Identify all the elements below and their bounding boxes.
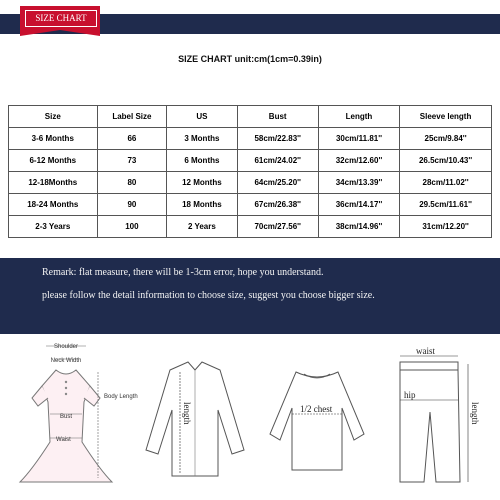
table-cell: 32cm/12.60''	[318, 150, 399, 172]
size-chart-title: SIZE CHART unit:cm(1cm=0.39in)	[178, 54, 322, 64]
table-cell: 29.5cm/11.61''	[400, 194, 492, 216]
column-header: Label Size	[97, 106, 167, 128]
column-header: Size	[9, 106, 98, 128]
pants-drawing	[384, 342, 496, 492]
pants-diagram	[384, 342, 496, 492]
dress-button	[65, 381, 67, 383]
table-row	[9, 128, 492, 150]
bust-label: Bust	[60, 414, 73, 420]
table-cell: 18 Months	[167, 194, 237, 216]
table-cell: 64cm/25.20''	[237, 172, 318, 194]
dress-drawing	[4, 342, 138, 492]
table-cell: 2 Years	[167, 216, 237, 238]
table-cell: 26.5cm/10.43''	[400, 150, 492, 172]
column-header: Bust	[237, 106, 318, 128]
table-row	[9, 194, 492, 216]
column-header: Sleeve length	[400, 106, 492, 128]
table-cell: 6-12 Months	[9, 150, 98, 172]
half-chest-label: 1/2 chest	[300, 404, 333, 414]
tag-label: SIZE CHART	[25, 10, 97, 27]
neck-width-label: Neck Width	[50, 358, 82, 364]
table-cell: 12 Months	[167, 172, 237, 194]
shirt-diagram	[140, 342, 250, 492]
table-cell: 3 Months	[167, 128, 237, 150]
table-cell: 61cm/24.02''	[237, 150, 318, 172]
table-cell: 2-3 Years	[9, 216, 98, 238]
table-cell: 6 Months	[167, 150, 237, 172]
shirt-drawing	[140, 342, 250, 492]
pants-waistband	[400, 362, 458, 370]
pants-hip-label: hip	[404, 390, 416, 400]
table-cell: 70cm/27.56''	[237, 216, 318, 238]
pants-outline	[400, 370, 460, 482]
dress-diagram	[4, 342, 138, 492]
table-cell: 90	[97, 194, 167, 216]
sweater-drawing	[262, 342, 372, 492]
table-row	[9, 150, 492, 172]
sweater-outline	[270, 372, 364, 470]
table-cell: 36cm/14.17''	[318, 194, 399, 216]
table-cell: 31cm/12.20''	[400, 216, 492, 238]
table-cell: 34cm/13.39''	[318, 172, 399, 194]
table-cell: 67cm/26.38''	[237, 194, 318, 216]
body-length-label: Body Length	[104, 394, 138, 400]
table-cell: 30cm/11.81''	[318, 128, 399, 150]
table-header-row	[9, 106, 492, 128]
pants-waist-label: waist	[416, 346, 435, 356]
table-cell: 18-24 Months	[9, 194, 98, 216]
shirt-length-label: length	[182, 402, 192, 425]
table-cell: 3-6 Months	[9, 128, 98, 150]
shoulder-label: Shoulder	[53, 344, 79, 350]
size-chart-tag	[20, 0, 100, 44]
remark-line-2: please follow the detail information to choose size, suggest you choose bigger size.	[42, 290, 375, 301]
size-table	[8, 105, 492, 238]
table-cell: 58cm/22.83''	[237, 128, 318, 150]
column-header: Length	[318, 106, 399, 128]
table-cell: 100	[97, 216, 167, 238]
table-row	[9, 172, 492, 194]
table-cell: 12-18Months	[9, 172, 98, 194]
waist-label: Waist	[56, 437, 71, 443]
pants-length-label: length	[470, 402, 480, 425]
table-cell: 28cm/11.02''	[400, 172, 492, 194]
column-header: US	[167, 106, 237, 128]
remark-line-1: Remark: flat measure, there will be 1-3cm error, hope you understand.	[42, 267, 324, 278]
remark-band	[0, 258, 500, 334]
table-row	[9, 216, 492, 238]
sweater-diagram	[262, 342, 372, 492]
dress-button	[65, 387, 67, 389]
table-cell: 38cm/14.96''	[318, 216, 399, 238]
table-cell: 25cm/9.84''	[400, 128, 492, 150]
table-cell: 66	[97, 128, 167, 150]
dress-button	[65, 393, 67, 395]
table-cell: 80	[97, 172, 167, 194]
table-cell: 73	[97, 150, 167, 172]
